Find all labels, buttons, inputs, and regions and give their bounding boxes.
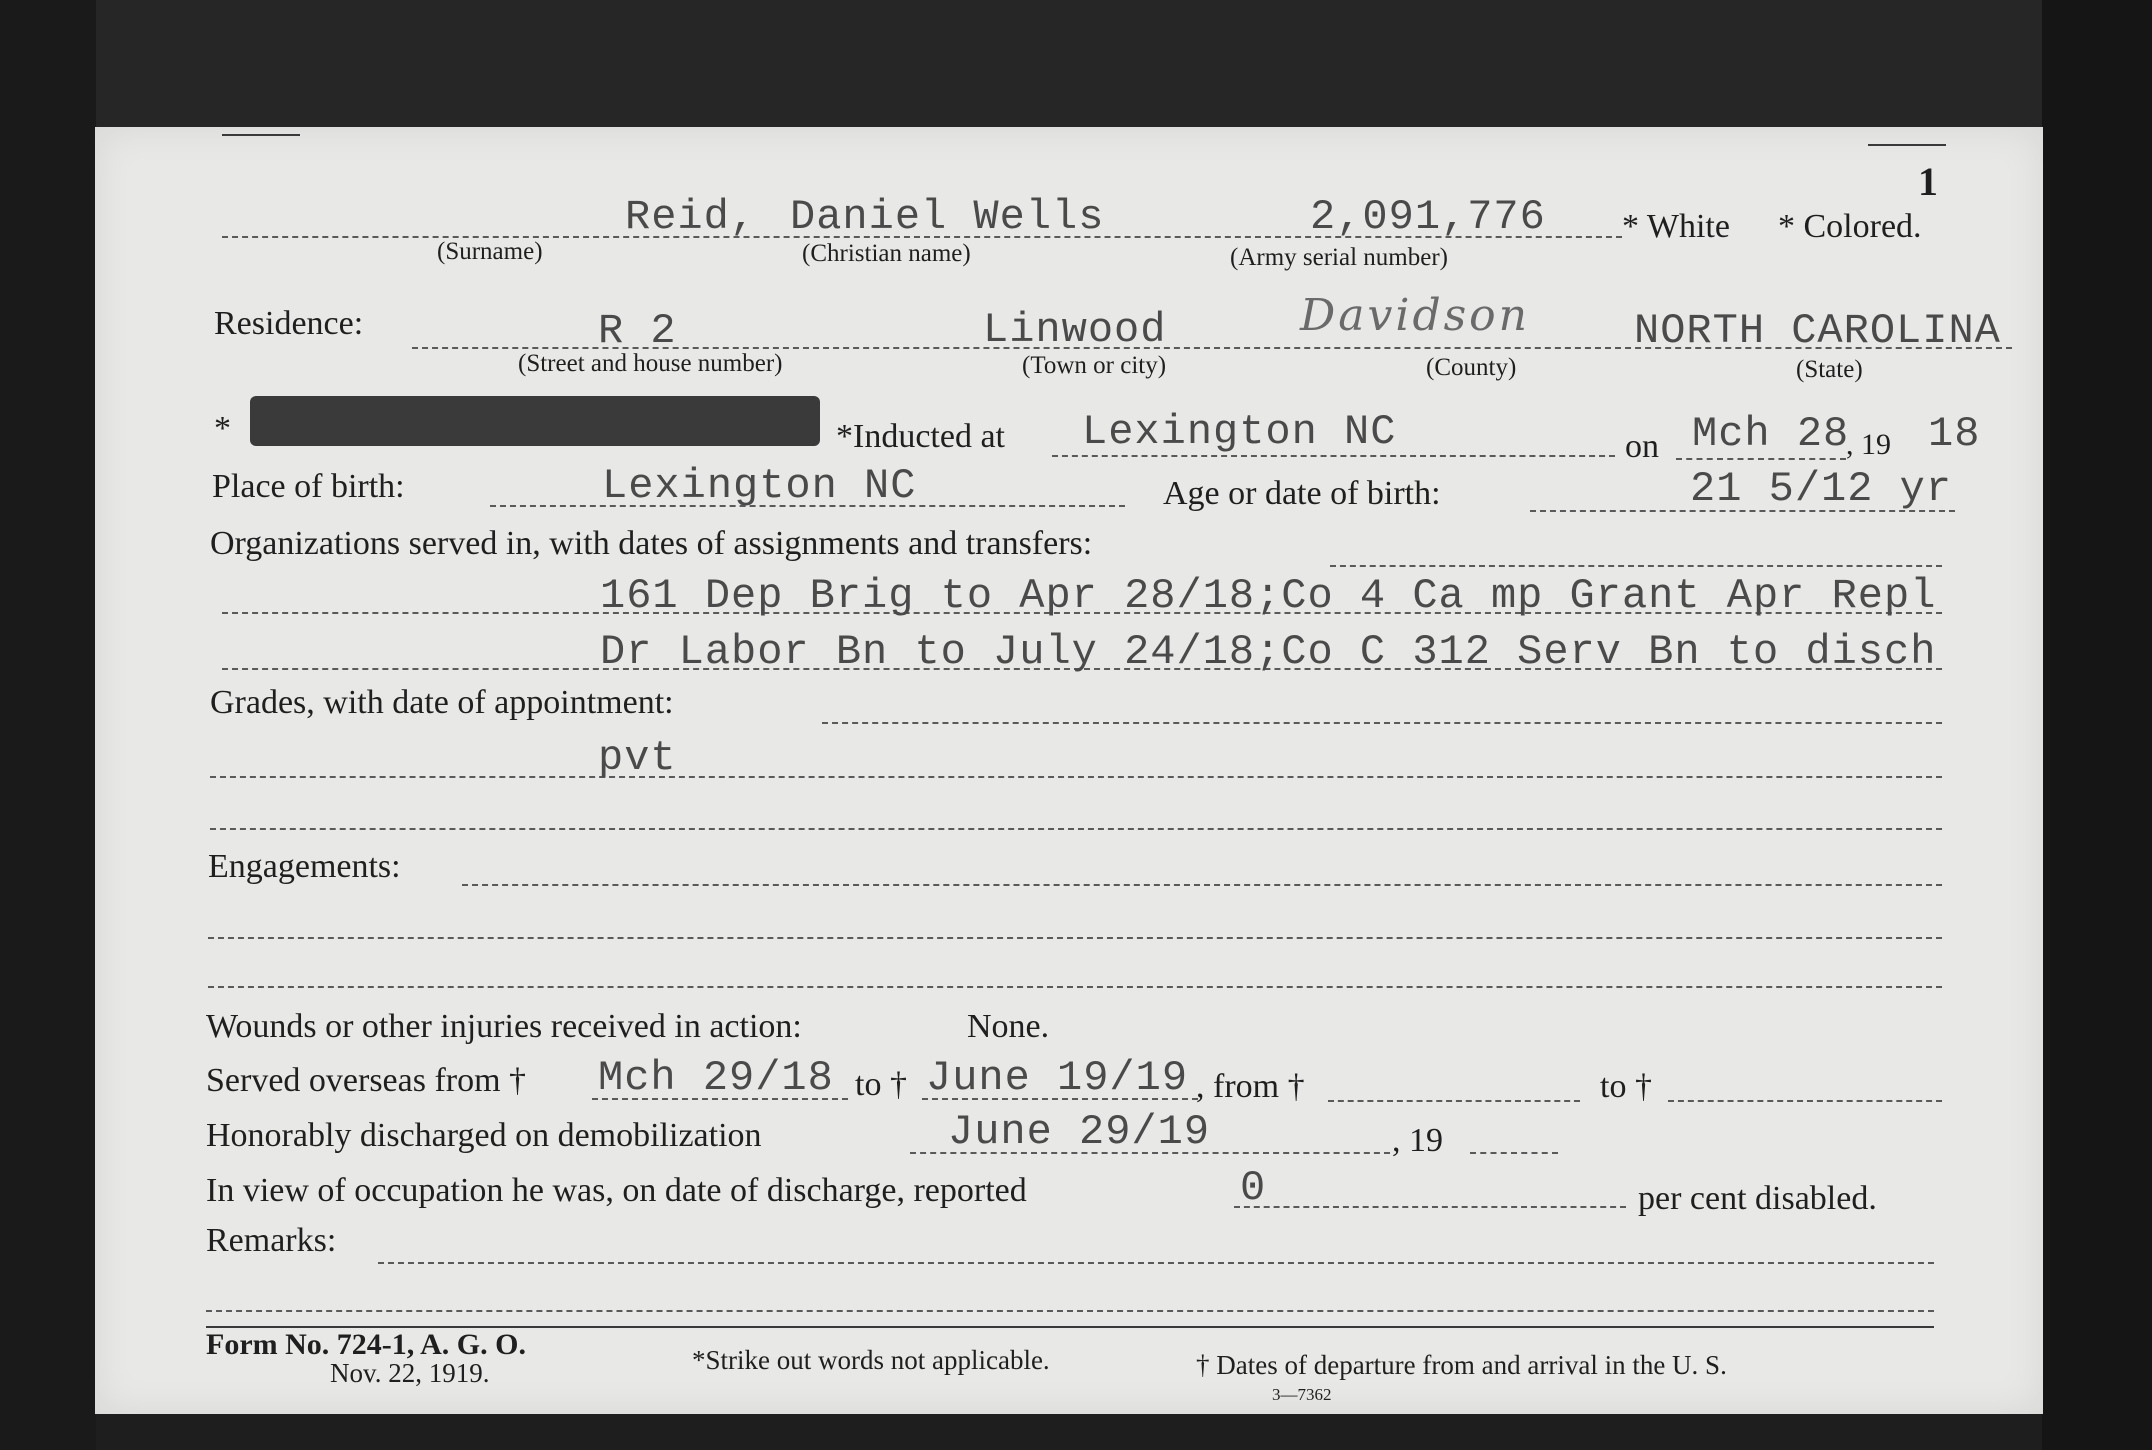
race-colored-label: * Colored. <box>1778 208 1922 245</box>
state-caption: (State) <box>1796 356 1863 383</box>
induction-date-line <box>1676 458 1846 460</box>
print-code: 3—7362 <box>1272 1385 1332 1404</box>
remarks-label: Remarks: <box>206 1222 337 1259</box>
age-value: 21 5/12 yr <box>1690 465 1953 513</box>
surname-value: Reid, <box>625 193 757 241</box>
wounds-value: None. <box>967 1008 1050 1045</box>
organizations-entry-1: 161 Dep Brig to Apr 28/18;Co 4 Ca mp Grant Apr Repl <box>600 572 1937 620</box>
induction-year-prefix: , 19 <box>1846 428 1891 461</box>
background-left <box>0 0 96 1450</box>
residence-label: Residence: <box>214 305 364 342</box>
grades-entry-1: pvt <box>598 734 677 782</box>
disability-suffix: per cent disabled. <box>1638 1180 1877 1217</box>
grades-line-1 <box>210 776 1942 778</box>
town-caption: (Town or city) <box>1022 352 1167 379</box>
discharge-year-line <box>1470 1152 1558 1154</box>
strike-out-note: *Strike out words not applicable. <box>692 1345 1050 1375</box>
top-right-rule <box>1868 144 1946 146</box>
race-white-label: * White <box>1622 208 1730 245</box>
disability-value: 0 <box>1240 1164 1267 1212</box>
age-label: Age or date of birth: <box>1163 475 1441 512</box>
overseas-label: Served overseas from † <box>206 1062 527 1099</box>
remarks-line-1 <box>378 1262 1934 1264</box>
card-number: 1 <box>1918 159 1938 204</box>
discharge-date-value: June 29/19 <box>948 1108 1211 1156</box>
wounds-label: Wounds or other injuries received in action: <box>206 1008 802 1045</box>
grades-label-line <box>822 722 1942 724</box>
overseas-from-line-2 <box>1328 1100 1580 1102</box>
disability-label: In view of occupation he was, on date of discharge, reported <box>206 1172 1027 1209</box>
strikeout-redaction <box>250 396 820 446</box>
serial-number-caption: (Army serial number) <box>1230 244 1448 271</box>
form-number: Form No. 724-1, A. G. O. <box>206 1328 526 1361</box>
residence-state-value: NORTH CAROLINA <box>1634 307 2001 355</box>
grades-label: Grades, with date of appointment: <box>210 684 674 721</box>
disability-line <box>1234 1206 1626 1208</box>
engagements-label-line <box>462 884 1942 886</box>
overseas-from-1-value: Mch 29/18 <box>598 1054 834 1102</box>
background-top <box>0 0 2152 132</box>
induction-on-label: on <box>1625 428 1659 465</box>
induction-year-value: 18 <box>1928 410 1981 458</box>
place-of-birth-value: Lexington NC <box>602 462 917 510</box>
organizations-label: Organizations served in, with dates of assignments and transfers: <box>210 525 1093 562</box>
inducted-place-value: Lexington NC <box>1082 408 1397 456</box>
residence-county-value: Davidson <box>1300 290 1531 341</box>
overseas-to-label-1: to † <box>855 1066 907 1103</box>
dates-note: † Dates of departure from and arrival in the U. S. <box>1196 1350 1727 1380</box>
overseas-to-1-value: June 19/19 <box>926 1054 1189 1102</box>
residence-street-value: R 2 <box>598 307 677 355</box>
inducted-at-label: *Inducted at <box>836 418 1005 455</box>
overseas-to-label-2: to † <box>1600 1068 1652 1105</box>
christian-name-value: Daniel Wells <box>790 193 1105 241</box>
engagements-line-2 <box>208 986 1942 988</box>
enlisted-star: * <box>214 410 231 447</box>
grades-line-2 <box>210 828 1942 830</box>
county-caption: (County) <box>1426 354 1517 381</box>
engagements-line-1 <box>208 937 1942 939</box>
top-left-rule <box>222 134 300 136</box>
residence-town-value: Linwood <box>983 306 1167 354</box>
place-of-birth-label: Place of birth: <box>212 468 405 505</box>
induction-date-value: Mch 28 <box>1692 410 1850 458</box>
serial-number-value: 2,091,776 <box>1310 193 1546 241</box>
discharge-label: Honorably discharged on demobilization <box>206 1117 762 1154</box>
remarks-line-2 <box>206 1310 1934 1312</box>
organizations-entry-2: Dr Labor Bn to July 24/18;Co C 312 Serv Bn to disch <box>600 628 1937 676</box>
background-right <box>2042 0 2152 1450</box>
christian-name-caption: (Christian name) <box>802 240 971 267</box>
overseas-to-line-2 <box>1668 1100 1942 1102</box>
street-caption: (Street and house number) <box>518 350 783 377</box>
form-date: Nov. 22, 1919. <box>330 1358 490 1388</box>
organizations-label-line <box>1330 565 1942 567</box>
surname-caption: (Surname) <box>437 238 543 265</box>
discharge-year-prefix: , 19 <box>1392 1122 1443 1159</box>
engagements-label: Engagements: <box>208 848 401 885</box>
overseas-from-label-2: , from † <box>1196 1068 1305 1105</box>
